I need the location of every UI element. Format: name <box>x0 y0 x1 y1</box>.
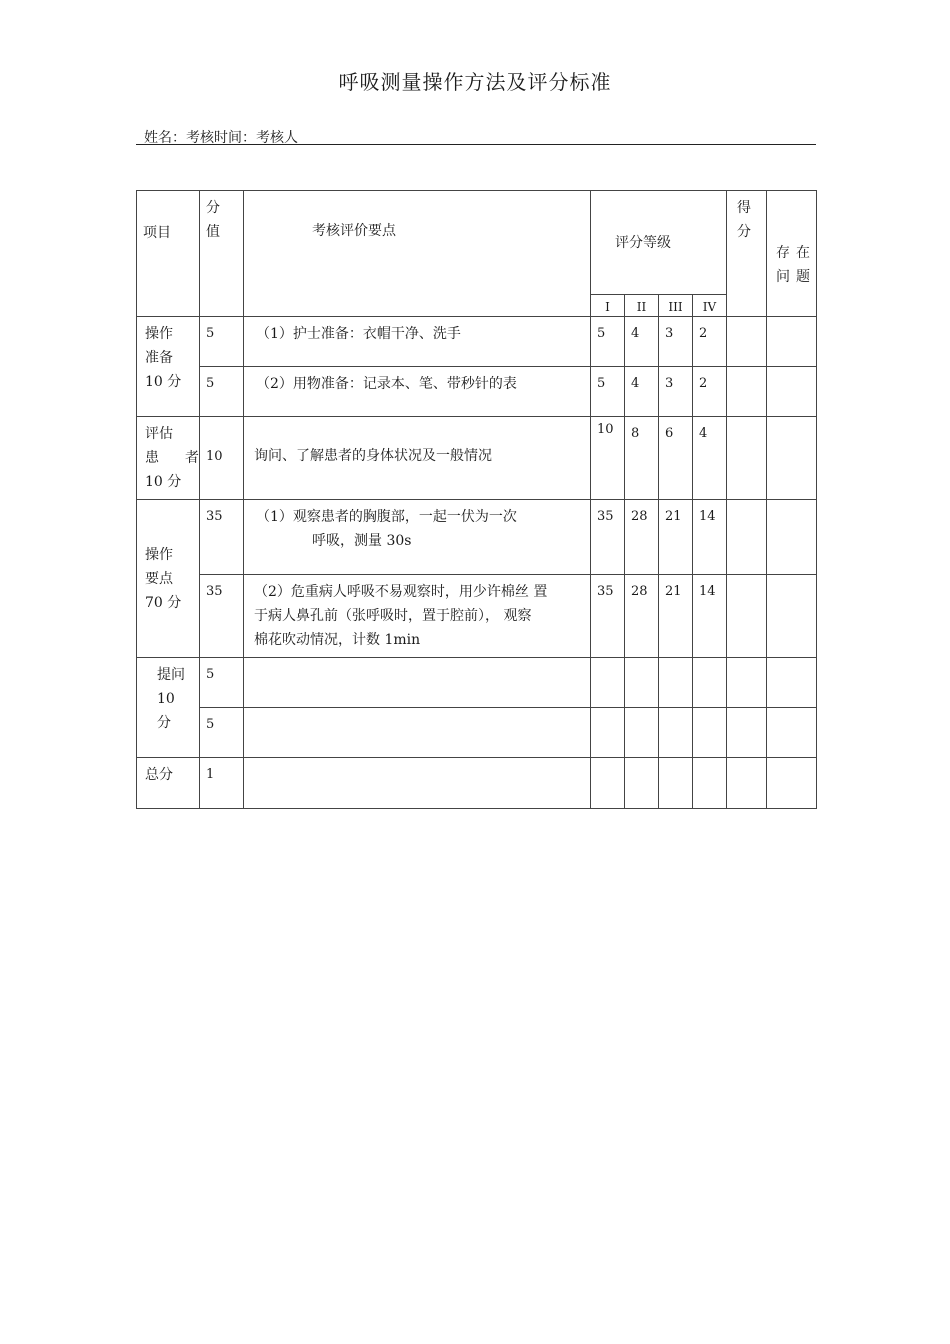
table-row <box>137 417 817 500</box>
got-score-cell <box>727 758 767 809</box>
header-score <box>200 191 244 317</box>
grade-cell: 3 <box>659 367 693 417</box>
grade-cell: 21 <box>659 500 693 575</box>
header-item-label: 项目 <box>143 225 171 241</box>
exam-info-line <box>136 127 816 145</box>
grade-cell: 6 <box>659 417 693 500</box>
score-cell: 35 <box>200 500 244 575</box>
assess-label-1: 评估 <box>145 426 173 442</box>
section-total-label: 总分 <box>137 758 200 809</box>
question-label-1: 提问 <box>157 667 185 683</box>
grade-cell <box>659 708 693 758</box>
table-row <box>137 500 817 575</box>
header-issue-label-1: 存 <box>776 245 790 261</box>
score-cell: 35 <box>200 575 244 658</box>
level-3: III <box>659 295 693 317</box>
grade-cell <box>591 708 625 758</box>
header-issue <box>767 191 817 317</box>
assess-label-2b: 者 <box>185 450 199 466</box>
grade-cell: 14 <box>693 575 727 658</box>
grade-cell <box>625 658 659 708</box>
criteria-cell <box>244 758 591 809</box>
grade-cell: 4 <box>693 417 727 500</box>
grade-cell <box>659 758 693 809</box>
header-grade <box>591 191 727 295</box>
criteria-cell: （2）用物准备：记录本、笔、带秒针的表 <box>244 367 591 417</box>
grade-cell: 14 <box>693 500 727 575</box>
header-grade-label: 评分等级 <box>615 234 671 251</box>
page-title: 呼吸测量操作方法及评分标准 <box>338 70 612 94</box>
grade-cell: 3 <box>659 317 693 367</box>
criteria-cell <box>244 708 591 758</box>
grade-cell <box>591 758 625 809</box>
key-label-2: 要点 <box>145 570 173 587</box>
table-row <box>137 708 817 758</box>
grade-cell: 5 <box>591 367 625 417</box>
prep-label-1: 操作 <box>145 326 173 342</box>
header-item <box>137 191 200 317</box>
got-score-cell <box>727 500 767 575</box>
grade-cell: 2 <box>693 317 727 367</box>
grade-cell: 4 <box>625 317 659 367</box>
table-row <box>137 367 817 417</box>
assess-label-3: 10 分 <box>145 474 182 490</box>
score-cell: 5 <box>200 317 244 367</box>
score-cell: 1 <box>200 758 244 809</box>
key-label-1: 操作 <box>145 546 173 563</box>
grade-cell: 28 <box>625 575 659 658</box>
score-cell: 5 <box>200 708 244 758</box>
header-got-label-2: 分 <box>737 224 751 240</box>
header-got <box>727 191 767 317</box>
level-4: IV <box>693 295 727 317</box>
grade-cell: 35 <box>591 575 625 658</box>
section-key-label <box>137 500 200 658</box>
grade-cell: 8 <box>625 417 659 500</box>
score-cell: 10 <box>200 417 244 500</box>
table-row <box>137 758 817 809</box>
header-score-label-2: 值 <box>206 224 220 240</box>
issue-cell <box>767 758 817 809</box>
score-cell: 5 <box>200 658 244 708</box>
header-score-label-1: 分 <box>206 200 220 216</box>
header-issue-label-2: 在 <box>796 245 810 261</box>
grade-cell <box>625 758 659 809</box>
assess-label-2a: 患 <box>145 450 159 466</box>
issue-cell <box>767 317 817 367</box>
grade-cell <box>693 708 727 758</box>
criteria-cell: （1）护士准备：衣帽干净、洗手 <box>244 317 591 367</box>
section-question-label <box>137 658 200 758</box>
issue-cell <box>767 658 817 708</box>
question-label-2: 10 分 <box>157 691 175 731</box>
issue-cell <box>767 417 817 500</box>
grade-cell: 21 <box>659 575 693 658</box>
level-1: I <box>591 295 625 317</box>
criteria-cell <box>244 658 591 708</box>
grade-cell: 4 <box>625 367 659 417</box>
header-row <box>137 191 817 295</box>
grade-cell: 5 <box>591 317 625 367</box>
header-issue-label-4: 题 <box>796 269 810 285</box>
header-got-label-1: 得 <box>737 200 751 216</box>
header-criteria <box>244 191 591 317</box>
prep-label-3: 10 分 <box>145 374 182 390</box>
got-score-cell <box>727 417 767 500</box>
score-cell: 5 <box>200 367 244 417</box>
header-issue-label-3: 问 <box>776 269 790 285</box>
grade-cell <box>625 708 659 758</box>
header-criteria-label: 考核评价要点 <box>312 223 396 239</box>
section-prep-label <box>137 317 200 417</box>
grade-cell: 10 <box>591 417 625 500</box>
section-assess-label <box>137 417 200 500</box>
got-score-cell <box>727 575 767 658</box>
table-row <box>137 317 817 367</box>
criteria-cell: （1）观察患者的胸腹部，一起一伏为一次 呼吸，测量 30s <box>244 500 591 575</box>
table-row <box>137 658 817 708</box>
issue-cell <box>767 500 817 575</box>
got-score-cell <box>727 317 767 367</box>
grade-cell <box>693 658 727 708</box>
got-score-cell <box>727 708 767 758</box>
got-score-cell <box>727 367 767 417</box>
issue-cell <box>767 708 817 758</box>
criteria-cell: 询问、了解患者的身体状况及一般情况 <box>244 417 591 500</box>
grade-cell: 28 <box>625 500 659 575</box>
key-label-3: 70 分 <box>145 594 182 611</box>
issue-cell <box>767 575 817 658</box>
level-2: II <box>625 295 659 317</box>
criteria-cell: （2）危重病人呼吸不易观察时，用少许棉丝 置 于病人鼻孔前（张呼吸时，置于腔前）， 观察 棉花吹动情况，计数 1min <box>244 575 591 658</box>
issue-cell <box>767 367 817 417</box>
scoring-table <box>136 190 817 809</box>
grade-cell: 2 <box>693 367 727 417</box>
grade-cell <box>659 658 693 708</box>
prep-label-2: 准备 <box>145 350 173 366</box>
got-score-cell <box>727 658 767 708</box>
grade-cell <box>693 758 727 809</box>
grade-cell: 35 <box>591 500 625 575</box>
table-row <box>137 575 817 658</box>
exam-info-text: 姓名：考核时间：考核人 <box>144 130 298 146</box>
grade-cell <box>591 658 625 708</box>
